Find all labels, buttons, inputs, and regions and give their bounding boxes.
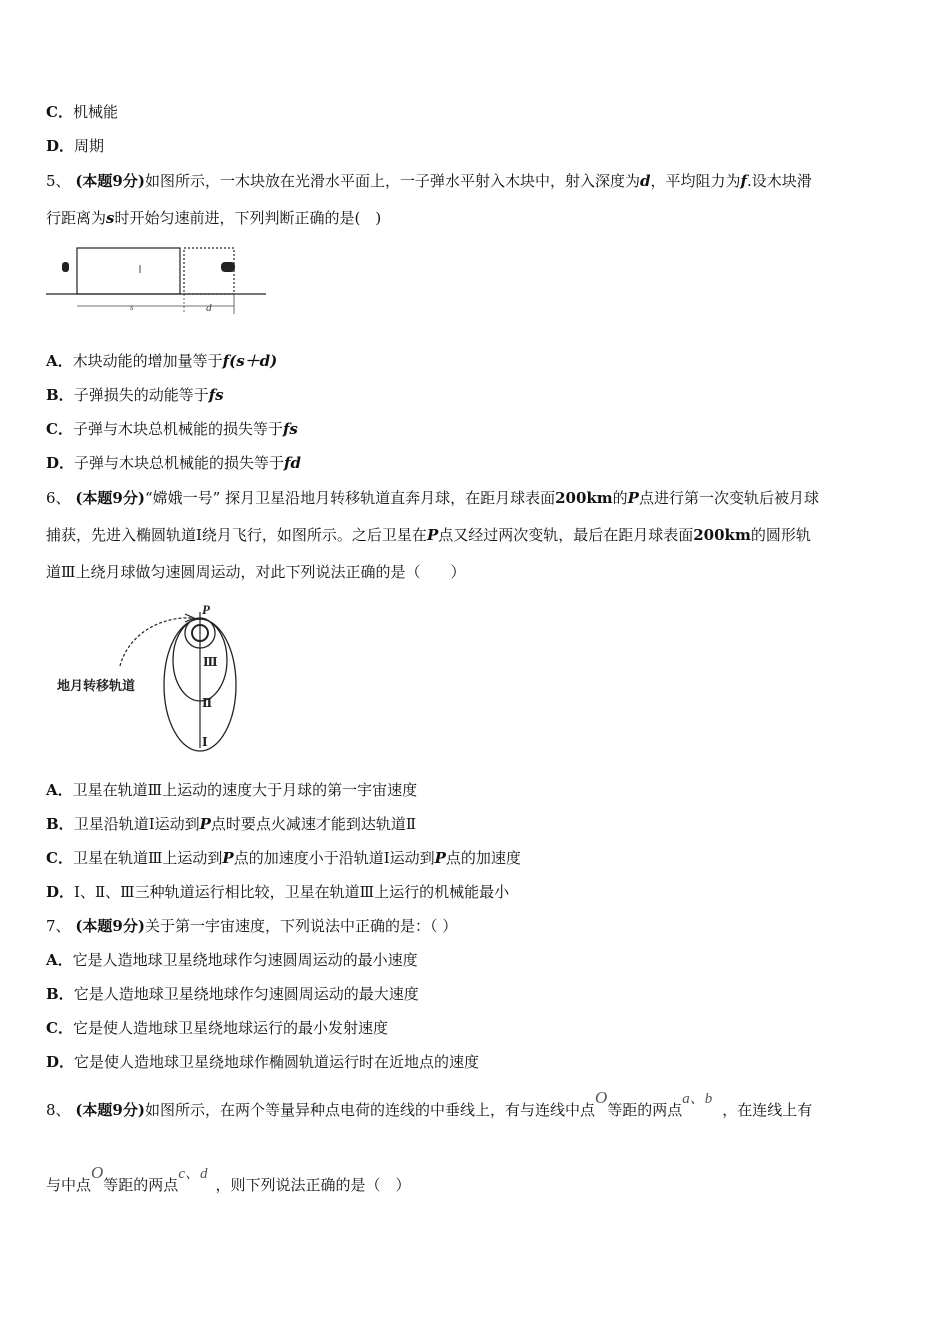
value-200km: 200km <box>555 489 613 507</box>
q4-option-c <box>46 102 118 122</box>
option-text: 点的加速度 <box>445 849 521 867</box>
stem-text: 时开始匀速前进，下列判断正确的是( ) <box>114 209 382 227</box>
option-text: 点时要点火减速才能到达轨道Ⅱ <box>210 815 417 833</box>
math-O: O <box>594 1088 608 1107</box>
option-label: D． <box>46 1053 75 1071</box>
label-s: s <box>130 302 134 312</box>
option-expr: fs <box>282 420 298 438</box>
q6-option-b <box>46 814 416 834</box>
option-text: 子弹损失的动能等于 <box>73 386 209 404</box>
q5-stem-line1 <box>46 171 812 191</box>
question-number: 7、 <box>46 917 71 935</box>
q5-figure <box>44 240 274 320</box>
stem-text: ，在连线上有 <box>722 1101 813 1119</box>
label-II: Ⅱ <box>202 696 213 710</box>
question-number: 6、 <box>46 489 71 507</box>
q5-option-b <box>46 385 224 405</box>
q6-option-d <box>46 882 509 902</box>
q8-stem-line2 <box>46 1163 411 1196</box>
option-expr: fs <box>208 386 224 404</box>
question-meta: (本题9分) <box>75 1101 145 1119</box>
q5-stem-line2 <box>46 208 381 228</box>
option-text: 它是人造地球卫星绕地球作匀速圆周运动的最小速度 <box>72 951 418 969</box>
stem-text: 捕获，先进入椭圆轨道Ⅰ绕月飞行，如图所示。之后卫星在 <box>46 526 427 544</box>
q6-option-a <box>46 780 417 800</box>
q6-option-c <box>46 848 521 868</box>
math-ab: a、b <box>682 1091 713 1107</box>
q7-stem <box>46 916 457 936</box>
option-label: B． <box>46 815 74 833</box>
label-transfer-orbit: 地月转移轨道 <box>57 678 136 693</box>
stem-text: ，则下列说法正确的是（ ） <box>215 1176 411 1194</box>
question-number: 5、 <box>46 172 71 190</box>
label-d: d <box>206 302 212 314</box>
option-label: A． <box>46 951 73 969</box>
stem-text: 如图所示，在两个等量异种点电荷的连线的中垂线上，有与连线中点 <box>144 1101 595 1119</box>
stem-text: 点又经过两次变轨，最后在距月球表面 <box>438 526 694 544</box>
q6-stem-line1 <box>46 488 819 508</box>
var-s: s <box>106 209 115 227</box>
var-p: P <box>222 849 234 867</box>
option-text: 它是人造地球卫星绕地球作匀速圆周运动的最大速度 <box>73 985 419 1003</box>
option-label: C． <box>46 420 73 438</box>
option-text: 周期 <box>74 137 105 155</box>
var-d: d <box>639 172 651 190</box>
option-text: Ⅰ、Ⅱ、Ⅲ三种轨道运行相比较，卫星在轨道Ⅲ上运行的机械能最小 <box>74 883 510 901</box>
q4-option-d <box>46 136 104 156</box>
option-label: D． <box>46 454 75 472</box>
option-text: 卫星沿轨道Ⅰ运动到 <box>73 815 200 833</box>
option-label: C． <box>46 103 73 121</box>
var-p: P <box>627 489 639 507</box>
block-initial <box>77 248 180 294</box>
question-meta: (本题9分) <box>75 917 145 935</box>
q8-stem-line1 <box>46 1088 813 1121</box>
option-label: A． <box>46 352 73 370</box>
stem-text: 等距的两点 <box>607 1101 683 1119</box>
var-p: P <box>199 815 211 833</box>
value-200km: 200km <box>693 526 751 544</box>
stem-text: .设木块滑 <box>746 172 812 190</box>
q6-stem-line2 <box>46 525 811 545</box>
var-f: f <box>740 172 747 190</box>
option-text: 点的加速度小于沿轨道Ⅰ运动到 <box>233 849 435 867</box>
stem-text: 与中点 <box>46 1176 92 1194</box>
option-label: C． <box>46 1019 73 1037</box>
q6-stem-line3 <box>46 562 465 582</box>
var-p: P <box>426 526 439 544</box>
q7-option-d <box>46 1052 479 1072</box>
bullet-initial <box>62 262 69 272</box>
option-text: 木块动能的增加量等于 <box>72 352 223 370</box>
option-text: 它是使人造地球卫星绕地球运行的最小发射速度 <box>72 1019 388 1037</box>
label-III: Ⅲ <box>203 655 218 669</box>
math-cd: c、d <box>178 1166 208 1182</box>
stem-text: ，平均阻力为 <box>650 172 741 190</box>
transfer-orbit <box>120 618 192 666</box>
stem-text: 的 <box>612 489 628 507</box>
option-text: 子弹与木块总机械能的损失等于 <box>74 454 285 472</box>
question-meta: (本题9分) <box>75 172 145 190</box>
stem-text: 点进行第一次变轨后被月球 <box>638 489 819 507</box>
option-expr: fd <box>284 454 301 472</box>
option-text: 卫星在轨道Ⅲ上运动到 <box>72 849 223 867</box>
question-number: 8、 <box>46 1101 71 1119</box>
option-label: D． <box>46 137 75 155</box>
q7-option-c <box>46 1018 388 1038</box>
option-expr: f(s＋d) <box>222 352 278 370</box>
label-I: Ⅰ <box>202 735 208 749</box>
option-text: 子弹与木块总机械能的损失等于 <box>72 420 283 438</box>
option-label: B． <box>46 386 74 404</box>
q7-option-a <box>46 950 418 970</box>
label-p: P <box>202 602 210 617</box>
math-O: O <box>91 1163 104 1182</box>
stem-text: “嫦娥一号” 探月卫星沿地月转移轨道直奔月球，在距月球表面 <box>144 489 556 507</box>
var-p: P <box>434 849 446 867</box>
option-label: D． <box>46 883 75 901</box>
stem-text: 道Ⅲ上绕月球做匀速圆周运动，对此下列说法正确的是（ ） <box>46 563 466 581</box>
q5-option-d <box>46 453 301 473</box>
stem-text: 关于第一宇宙速度，下列说法中正确的是：（ ） <box>144 917 458 935</box>
option-label: B． <box>46 985 74 1003</box>
q5-option-a <box>46 351 277 371</box>
stem-text: 如图所示，一木块放在光滑水平面上，一子弹水平射入木块中，射入深度为 <box>144 172 640 190</box>
stem-text: 行距离为 <box>46 209 107 227</box>
stem-text: 等距的两点 <box>103 1176 179 1194</box>
stem-text: 的圆形轨 <box>750 526 811 544</box>
option-text: 卫星在轨道Ⅲ上运动的速度大于月球的第一宇宙速度 <box>72 781 418 799</box>
option-label: C． <box>46 849 73 867</box>
bullet-final <box>221 262 235 272</box>
q5-option-c <box>46 419 298 439</box>
question-meta: (本题9分) <box>75 489 145 507</box>
q6-orbit-figure <box>50 600 250 755</box>
q7-option-b <box>46 984 419 1004</box>
option-text: 机械能 <box>72 103 118 121</box>
option-text: 它是使人造地球卫星绕地球作椭圆轨道运行时在近地点的速度 <box>74 1053 480 1071</box>
option-label: A． <box>46 781 73 799</box>
